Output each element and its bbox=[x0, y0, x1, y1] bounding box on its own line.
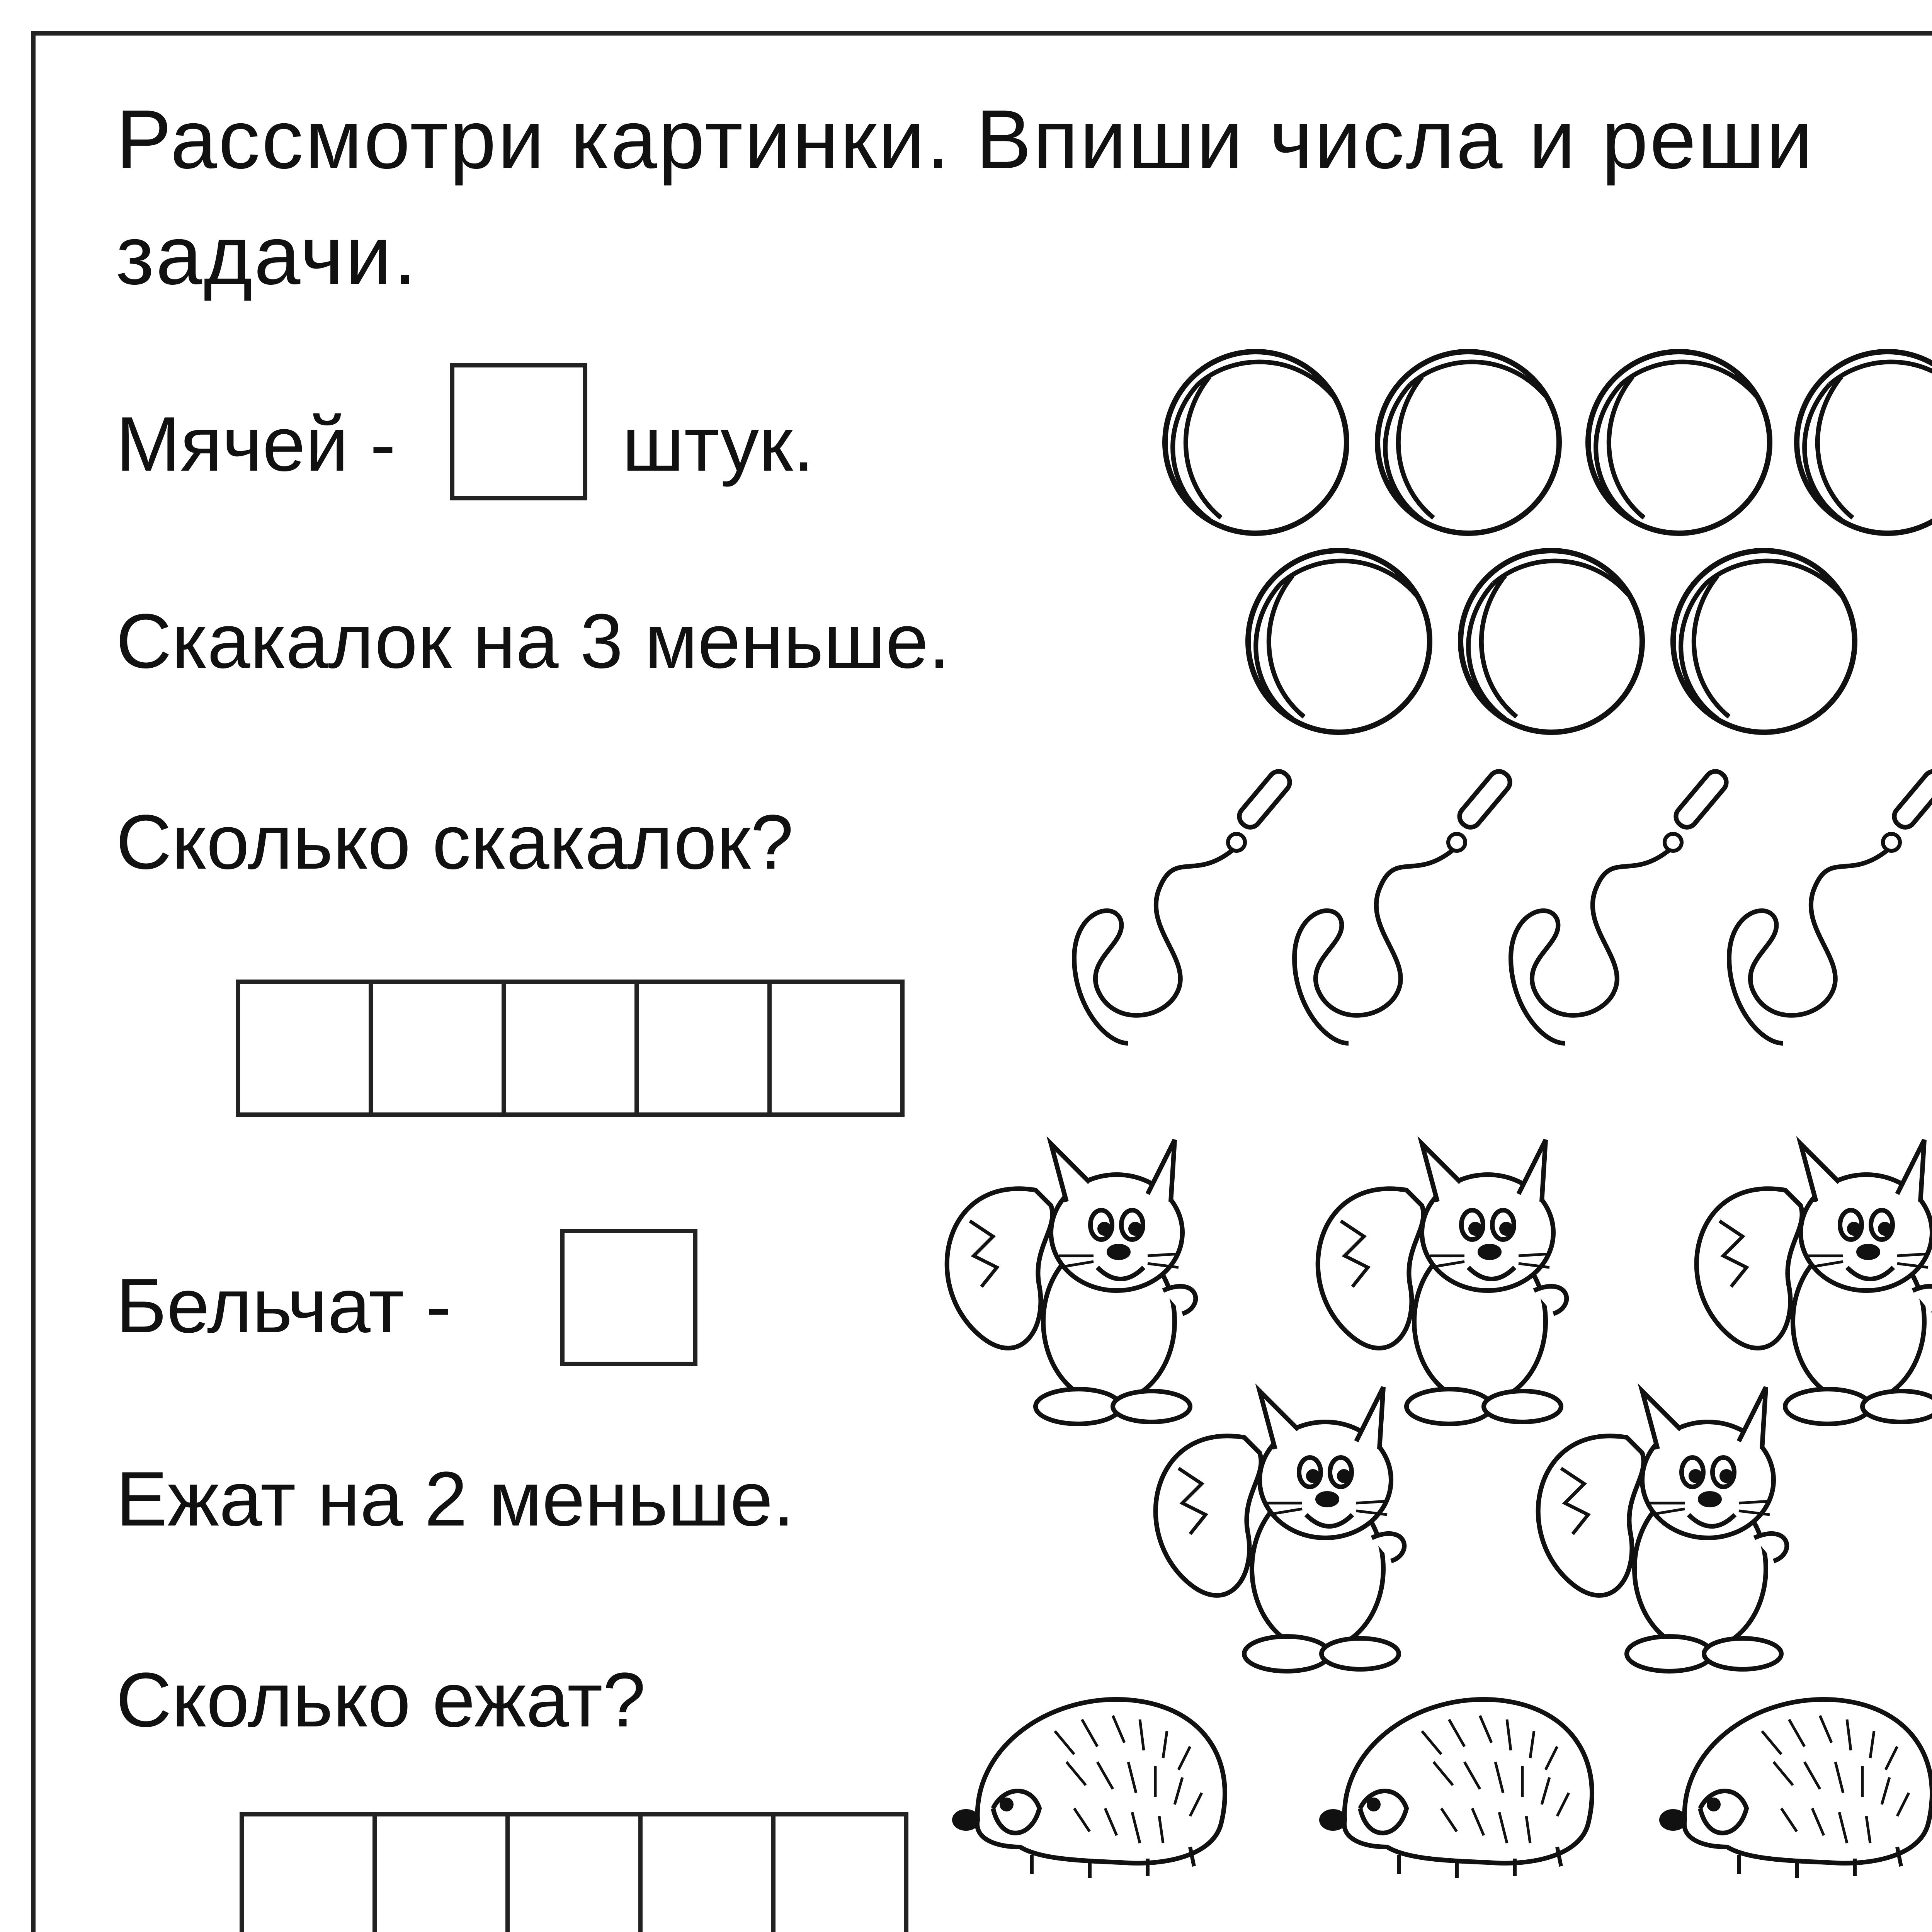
squirrel-icon bbox=[1538, 1387, 1787, 1671]
ball-icon bbox=[1797, 352, 1932, 533]
ropes-question-text: Сколько скакалок? bbox=[116, 799, 794, 885]
answer-cell[interactable] bbox=[505, 1812, 643, 1932]
hedgehog-icon bbox=[1662, 1699, 1932, 1878]
balls-and-ropes-picture bbox=[1005, 348, 1932, 1082]
ball-icon bbox=[1378, 352, 1559, 533]
hedgehogs-question-text: Сколько ежат? bbox=[116, 1657, 646, 1743]
answer-cell[interactable] bbox=[372, 1812, 510, 1932]
jump-rope-icon bbox=[1294, 767, 1514, 1043]
jump-rope-icon bbox=[1729, 767, 1932, 1043]
squirrel-icon bbox=[1318, 1140, 1567, 1424]
ball-icon bbox=[1673, 551, 1855, 732]
hedgehog-icon bbox=[1321, 1699, 1592, 1878]
squirrel-icon bbox=[1156, 1387, 1405, 1671]
answer-cell[interactable] bbox=[634, 980, 772, 1117]
hedgehog-icon bbox=[954, 1699, 1225, 1878]
answer-cell[interactable] bbox=[236, 980, 373, 1117]
hedgehogs-comparison-text: Ежат на 2 меньше. bbox=[116, 1456, 794, 1542]
answer-cell[interactable] bbox=[369, 980, 506, 1117]
ball-icon bbox=[1165, 352, 1347, 533]
balls-count-box[interactable] bbox=[450, 363, 587, 500]
answer-cell[interactable] bbox=[502, 980, 639, 1117]
squirrels-count-box[interactable] bbox=[560, 1229, 697, 1366]
answer-cell[interactable] bbox=[767, 980, 905, 1117]
squirrels-and-hedgehogs-picture bbox=[935, 1113, 1932, 1924]
answer-cell[interactable] bbox=[240, 1812, 377, 1932]
balls-count-label: Мячей - bbox=[116, 401, 396, 487]
ball-icon bbox=[1461, 551, 1642, 732]
answer-cell[interactable] bbox=[771, 1812, 908, 1932]
ball-icon bbox=[1588, 352, 1770, 533]
jump-rope-icon bbox=[1074, 767, 1294, 1043]
squirrel-icon bbox=[1697, 1140, 1932, 1424]
hedgehogs-answer-boxes bbox=[240, 1812, 908, 1932]
ropes-answer-boxes bbox=[236, 980, 905, 1117]
balls-count-suffix: штук. bbox=[622, 401, 815, 487]
jump-rope-icon bbox=[1511, 767, 1730, 1043]
answer-cell[interactable] bbox=[638, 1812, 776, 1932]
squirrel-icon bbox=[947, 1140, 1196, 1424]
squirrels-count-label: Бельчат - bbox=[116, 1263, 452, 1349]
ropes-comparison-text: Скакалок на 3 меньше. bbox=[116, 598, 950, 684]
instruction-title: Рассмотри картинки. Впиши числа и реши задачи. bbox=[116, 92, 1815, 302]
ball-icon bbox=[1248, 551, 1430, 732]
